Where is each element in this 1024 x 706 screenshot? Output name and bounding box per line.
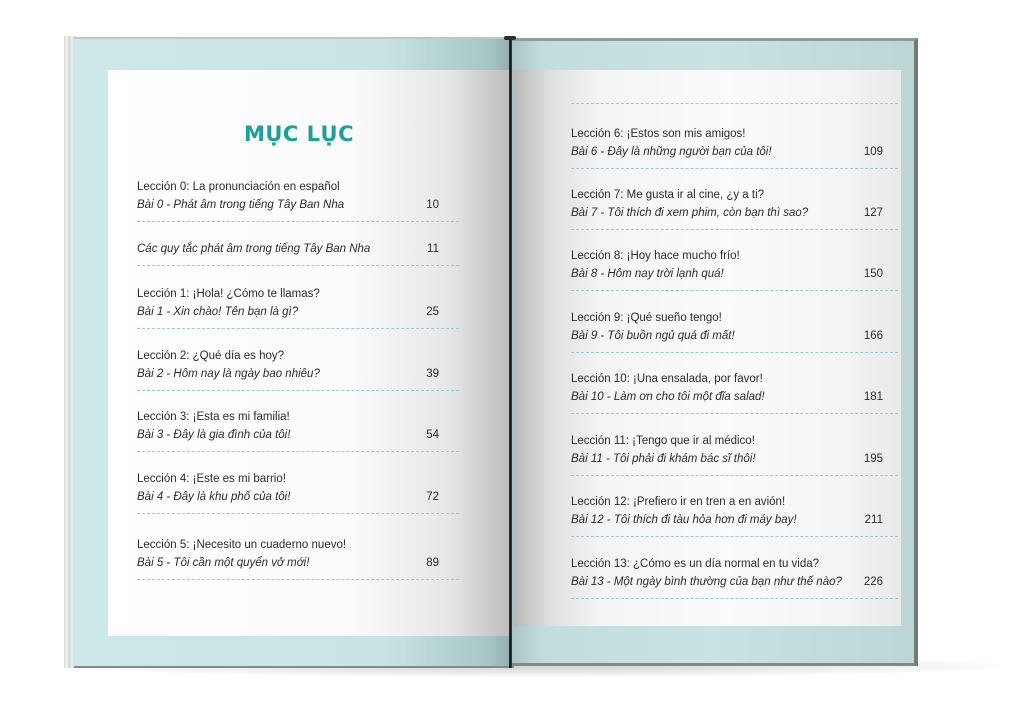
toc-title: MỤC LỤC	[243, 122, 355, 146]
toc-entry	[137, 536, 459, 580]
entry-spanish: Lección 6: ¡Estos son mis amigos!	[571, 128, 746, 140]
toc-entry	[571, 370, 898, 414]
entry-spanish: Lección 10: ¡Una ensalada, por favor!	[571, 373, 763, 385]
entry-page-number: 72	[426, 491, 439, 503]
toc-entry	[137, 178, 459, 222]
toc-entry	[137, 285, 459, 329]
entry-page-number: 54	[426, 429, 439, 441]
entry-vietnamese: Bài 2 - Hôm nay là ngày bao nhiêu?	[137, 368, 320, 380]
entry-divider	[571, 290, 898, 291]
book-spine	[509, 38, 512, 668]
entry-spanish: Lección 12: ¡Prefiero ir en tren a en avión!	[571, 496, 786, 508]
toc-entry	[137, 408, 459, 452]
entry-divider	[571, 103, 898, 104]
entry-page-number: 181	[863, 391, 883, 403]
toc-entry	[571, 309, 898, 353]
entry-vietnamese: Bài 12 - Tôi thích đi tàu hỏa hơn đi máy bay!	[571, 514, 797, 526]
entry-page-number: 10	[426, 199, 439, 211]
entry-vietnamese: Bài 1 - Xin chào! Tên bạn là gì?	[137, 306, 299, 318]
entry-spanish: Lección 13: ¿Cómo es un día normal en tu vida?	[571, 558, 820, 570]
entry-divider	[137, 328, 459, 329]
entry-vietnamese: Bài 5 - Tôi cần một quyển vở mới!	[137, 557, 310, 569]
entry-vietnamese: Bài 11 - Tôi phải đi khám bác sĩ thôi!	[571, 453, 756, 465]
entry-spanish: Lección 4: ¡Este es mi barrio!	[137, 473, 286, 485]
entry-spanish: Lección 7: Me gusta ir al cine, ¿y a ti?	[571, 189, 765, 201]
toc-entry	[137, 240, 459, 266]
entry-vietnamese: Bài 9 - Tôi buồn ngủ quá đi mất!	[571, 330, 735, 342]
entry-page-number: 89	[426, 557, 439, 569]
entry-spanish: Lección 9: ¡Qué sueño tengo!	[571, 312, 722, 324]
entry-vietnamese: Bài 3 - Đây là gia đình của tôi!	[137, 429, 291, 441]
entry-spanish: Lección 11: ¡Tengo que ir al médico!	[571, 435, 755, 447]
toc-entry	[571, 432, 898, 476]
entry-divider	[571, 536, 898, 537]
entry-spanish: Lección 8: ¡Hoy hace mucho frío!	[571, 250, 740, 262]
toc-entry	[571, 247, 898, 291]
entry-spanish: Lección 0: La pronunciación en español	[137, 181, 340, 193]
entry-page-number: 127	[863, 207, 883, 219]
toc-entry	[137, 347, 459, 391]
entry-vietnamese: Các quy tắc phát âm trong tiếng Tây Ban Nha	[137, 243, 371, 255]
entry-page-number: 195	[863, 453, 883, 465]
entry-divider	[137, 265, 459, 266]
entry-vietnamese: Bài 7 - Tôi thích đi xem phim, còn bạn thì sao?	[571, 207, 809, 219]
entry-vietnamese: Bài 6 - Đây là những người bạn của tôi!	[571, 146, 772, 158]
entry-divider	[137, 513, 459, 514]
entry-page-number: 166	[863, 330, 883, 342]
entry-divider	[571, 413, 898, 414]
entry-spanish: Lección 3: ¡Esta es mi familia!	[137, 411, 290, 423]
toc-entry	[137, 470, 459, 514]
entry-vietnamese: Bài 0 - Phát âm trong tiếng Tây Ban Nha	[137, 199, 345, 211]
toc-entry	[571, 186, 898, 230]
entry-spanish: Lección 1: ¡Hola! ¿Cómo te llamas?	[137, 288, 320, 300]
entry-divider	[137, 221, 459, 222]
entry-spanish: Lección 5: ¡Necesito un cuaderno nuevo!	[137, 539, 347, 551]
entry-vietnamese: Bài 10 - Làm ơn cho tôi một đĩa salad!	[571, 391, 765, 403]
toc-entry	[571, 555, 898, 599]
entry-vietnamese: Bài 4 - Đây là khu phố của tôi!	[137, 491, 291, 503]
entry-divider	[571, 352, 898, 353]
entry-page-number: 25	[426, 306, 439, 318]
entry-page-number: 226	[863, 576, 883, 588]
entry-page-number: 150	[863, 268, 883, 280]
spine-top	[504, 36, 516, 40]
entry-page-number: 11	[427, 243, 439, 255]
toc-entry	[571, 493, 898, 537]
entry-vietnamese: Bài 8 - Hôm nay trời lạnh quá!	[571, 268, 724, 280]
entry-page-number: 39	[426, 368, 439, 380]
entry-divider	[571, 168, 898, 169]
entry-divider	[571, 598, 898, 599]
entry-vietnamese: Bài 13 - Một ngày bình thường của bạn như thế nào?	[571, 576, 842, 588]
entry-divider	[137, 390, 459, 391]
entry-page-number: 109	[863, 146, 883, 158]
entry-divider	[137, 579, 459, 580]
entry-divider	[571, 229, 898, 230]
entry-page-number: 211	[864, 514, 883, 526]
entry-divider	[137, 451, 459, 452]
entry-divider	[571, 475, 898, 476]
entry-spanish: Lección 2: ¿Qué día es hoy?	[137, 350, 285, 362]
toc-entry	[571, 125, 898, 169]
